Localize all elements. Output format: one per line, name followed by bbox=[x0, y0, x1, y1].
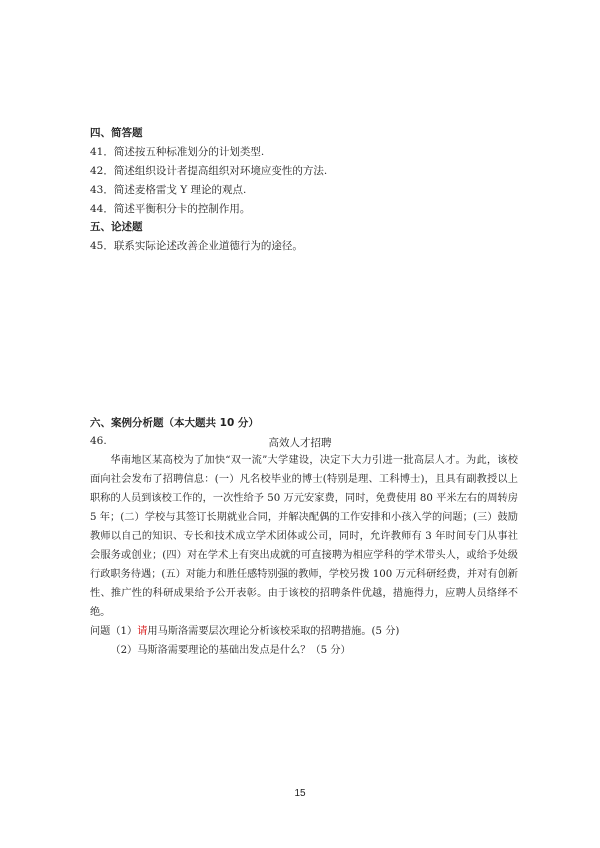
section4-heading: 四、简答题 bbox=[90, 127, 143, 139]
question-1-text: 用马斯洛需要层次理论分析该校采取的招聘措施。(5 分) bbox=[147, 626, 400, 637]
question-1-prefix: 问题（1） bbox=[90, 626, 138, 637]
question-43: 43．简述麦格雷戈 Y 理论的观点. bbox=[90, 184, 247, 196]
page-number: 15 bbox=[294, 788, 306, 799]
question-1-highlight: 请 bbox=[137, 626, 148, 637]
question-1 bbox=[90, 622, 518, 641]
case-title: 高效人才招聘 bbox=[268, 437, 332, 449]
question-44: 44．简述平衡积分卡的控制作用。 bbox=[90, 203, 251, 215]
question-45: 45．联系实际论述改善企业道德行为的途径。 bbox=[90, 240, 303, 252]
case-paragraph: 华南地区某高校为了加快“双一流”大学建设，决定下大力引进一批高层人才。为此，该校面向社会发布了招聘信息：(一）凡名校毕业的博士(特别是理、工科博士)，且具有副教授以上职称的人员到该校工作的，一次性给予 50 万元安家费，同时，免费使用 80 平米左右的周转房 5 年；(二）学校与其签订长期就业合同，并解决配偶的工作安排和小孩入学的问题；(三）鼓励教师以自己的知识、专长和技术成立学术团体或公司，同时，允许教师有 3 年时间专门从事社会服务或创业；(四）对在学术上有突出成就的可直接聘为相应学科的学术带头人，或给予处级行政职务待遇；(五）对能力和胜任感特别强的教师，学校另拨 100 万元科研经费，并对有创新性、推广性的科研成果给予公开表彰。由于该校的招聘条件优越，措施得力，应聘人员络绎不绝。 bbox=[90, 455, 518, 618]
question-42: 42．简述组织设计者提高组织对环境应变性的方法. bbox=[90, 165, 328, 177]
question-41: 41．简述按五种标准划分的计划类型. bbox=[90, 146, 265, 158]
case-number: 46. bbox=[90, 435, 107, 447]
question-2: （2）马斯洛需要理论的基础出发点是什么？（5 分） bbox=[110, 645, 351, 656]
section6-heading: 六、案例分析题（本大题共 10 分） bbox=[90, 417, 259, 429]
section5-heading: 五、论述题 bbox=[90, 221, 143, 233]
case-body bbox=[90, 451, 518, 660]
